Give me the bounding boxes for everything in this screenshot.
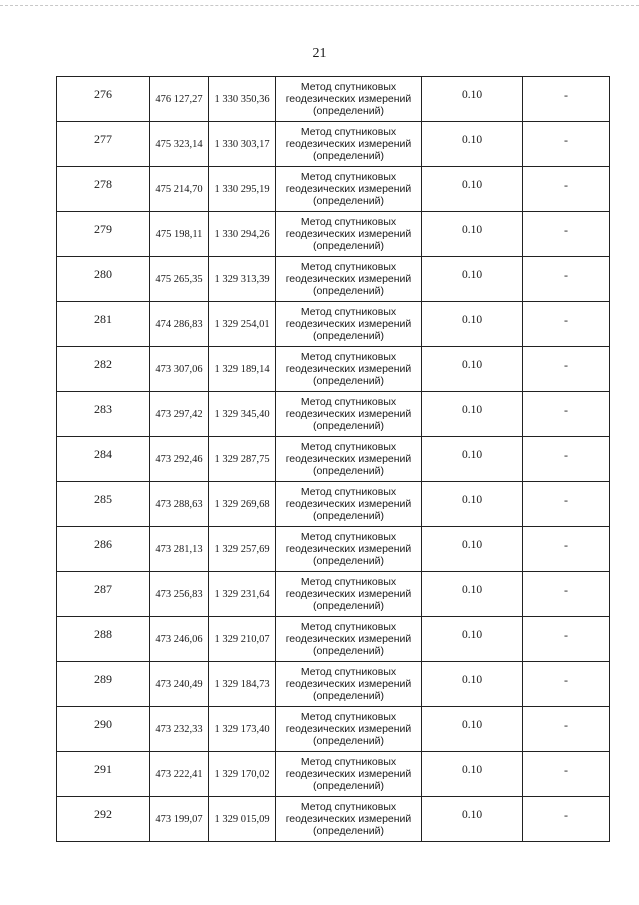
point-number-cell [57, 77, 150, 122]
method-cell [276, 302, 422, 347]
table-row [57, 527, 610, 572]
method-cell [276, 212, 422, 257]
table-row [57, 347, 610, 392]
note-cell [523, 752, 610, 797]
method-line: (определений) [312, 780, 385, 792]
point-number-cell-text: 284 [94, 446, 112, 461]
table-row [57, 257, 610, 302]
method-line: геодезических измерений [285, 453, 412, 465]
accuracy-cell [422, 302, 523, 347]
point-number-cell [57, 527, 150, 572]
point-number-cell [57, 797, 150, 842]
accuracy-cell-text: 0.10 [461, 449, 483, 461]
method-line: (определений) [312, 420, 385, 432]
method-cell [276, 122, 422, 167]
point-number-cell-text: 289 [94, 671, 112, 686]
accuracy-cell [422, 77, 523, 122]
note-cell [523, 347, 610, 392]
accuracy-cell-text: 0.10 [461, 314, 483, 326]
method-line: геодезических измерений [285, 273, 412, 285]
coordinate-x-cell: 473 240,49 [150, 662, 209, 707]
point-number-cell [57, 617, 150, 662]
accuracy-cell-text: 0.10 [461, 224, 483, 236]
coordinate-y-cell: 1 329 287,75 [209, 437, 276, 482]
method-line: геодезических измерений [285, 588, 412, 600]
method-line: Метод спутниковых [300, 801, 397, 813]
accuracy-cell-text: 0.10 [461, 494, 483, 506]
point-number-cell-text: 280 [94, 266, 112, 281]
coordinate-x-cell: 473 307,06 [150, 347, 209, 392]
method-line: Метод спутниковых [300, 756, 397, 768]
note-cell [523, 392, 610, 437]
table-row [57, 482, 610, 527]
coordinate-y-cell: 1 329 269,68 [209, 482, 276, 527]
method-line: геодезических измерений [285, 813, 412, 825]
note-cell [523, 257, 610, 302]
method-line: Метод спутниковых [300, 171, 397, 183]
note-cell-text: - [564, 807, 568, 822]
scan-edge-line [0, 5, 639, 6]
note-cell [523, 122, 610, 167]
accuracy-cell [422, 527, 523, 572]
method-line: геодезических измерений [285, 543, 412, 555]
point-number-cell [57, 257, 150, 302]
method-line: геодезических измерений [285, 228, 412, 240]
note-cell-text: - [564, 357, 568, 372]
point-number-cell-text: 282 [94, 356, 112, 371]
coordinate-x-cell: 473 256,83 [150, 572, 209, 617]
point-number-cell-text: 286 [94, 536, 112, 551]
note-cell [523, 707, 610, 752]
method-line: (определений) [312, 375, 385, 387]
note-cell-text: - [564, 267, 568, 282]
accuracy-cell-text: 0.10 [461, 134, 483, 146]
method-line: Метод спутниковых [300, 126, 397, 138]
table-row [57, 392, 610, 437]
note-cell [523, 302, 610, 347]
method-line: Метод спутниковых [300, 396, 397, 408]
coordinate-y-cell: 1 329 184,73 [209, 662, 276, 707]
note-cell [523, 527, 610, 572]
coordinate-y-cell: 1 330 350,36 [209, 77, 276, 122]
method-cell [276, 572, 422, 617]
method-line: геодезических измерений [285, 768, 412, 780]
table-row [57, 167, 610, 212]
note-cell-text: - [564, 402, 568, 417]
note-cell-text: - [564, 537, 568, 552]
accuracy-cell [422, 122, 523, 167]
coordinate-y-cell: 1 329 170,02 [209, 752, 276, 797]
accuracy-cell [422, 662, 523, 707]
point-number-cell [57, 662, 150, 707]
accuracy-cell-text: 0.10 [461, 269, 483, 281]
method-line: (определений) [312, 465, 385, 477]
coordinate-y-cell: 1 330 303,17 [209, 122, 276, 167]
accuracy-cell [422, 572, 523, 617]
method-cell [276, 617, 422, 662]
coordinate-x-cell: 473 222,41 [150, 752, 209, 797]
coordinates-table [56, 76, 610, 842]
coordinate-y-cell: 1 329 210,07 [209, 617, 276, 662]
note-cell-text: - [564, 447, 568, 462]
coordinate-y-cell: 1 329 345,40 [209, 392, 276, 437]
note-cell-text: - [564, 87, 568, 102]
point-number-cell-text: 287 [94, 581, 112, 596]
table-row [57, 617, 610, 662]
method-line: геодезических измерений [285, 723, 412, 735]
method-line: Метод спутниковых [300, 441, 397, 453]
coordinate-y-cell: 1 330 294,26 [209, 212, 276, 257]
method-cell [276, 797, 422, 842]
accuracy-cell-text: 0.10 [461, 404, 483, 416]
coordinate-x-cell: 474 286,83 [150, 302, 209, 347]
accuracy-cell [422, 617, 523, 662]
note-cell-text: - [564, 222, 568, 237]
accuracy-cell-text: 0.10 [461, 629, 483, 641]
point-number-cell-text: 288 [94, 626, 112, 641]
method-line: (определений) [312, 735, 385, 747]
accuracy-cell [422, 347, 523, 392]
point-number-cell [57, 212, 150, 257]
accuracy-cell-text: 0.10 [461, 764, 483, 776]
method-line: Метод спутниковых [300, 621, 397, 633]
note-cell-text: - [564, 672, 568, 687]
page-number: 21 [312, 46, 327, 61]
note-cell [523, 572, 610, 617]
coordinate-x-cell: 473 281,13 [150, 527, 209, 572]
method-cell [276, 257, 422, 302]
coordinates-table-body [57, 77, 610, 842]
accuracy-cell-text: 0.10 [461, 674, 483, 686]
coordinate-y-cell: 1 330 295,19 [209, 167, 276, 212]
method-cell [276, 752, 422, 797]
point-number-cell-text: 276 [94, 86, 112, 101]
method-line: Метод спутниковых [300, 531, 397, 543]
coordinate-x-cell: 473 232,33 [150, 707, 209, 752]
method-line: (определений) [312, 150, 385, 162]
accuracy-cell-text: 0.10 [461, 584, 483, 596]
point-number-cell [57, 752, 150, 797]
method-line: Метод спутниковых [300, 711, 397, 723]
method-cell [276, 482, 422, 527]
table-row [57, 797, 610, 842]
method-line: Метод спутниковых [300, 306, 397, 318]
point-number-cell [57, 302, 150, 347]
coordinate-x-cell: 473 297,42 [150, 392, 209, 437]
method-line: геодезических измерений [285, 318, 412, 330]
method-line: геодезических измерений [285, 678, 412, 690]
point-number-cell [57, 392, 150, 437]
note-cell-text: - [564, 762, 568, 777]
method-cell [276, 392, 422, 437]
note-cell [523, 167, 610, 212]
note-cell [523, 482, 610, 527]
point-number-cell-text: 290 [94, 716, 112, 731]
point-number-cell-text: 277 [94, 131, 112, 146]
coordinate-y-cell: 1 329 313,39 [209, 257, 276, 302]
note-cell-text: - [564, 312, 568, 327]
note-cell [523, 662, 610, 707]
method-line: Метод спутниковых [300, 216, 397, 228]
method-cell [276, 662, 422, 707]
point-number-cell [57, 347, 150, 392]
method-line: геодезических измерений [285, 183, 412, 195]
method-line: (определений) [312, 600, 385, 612]
method-line: Метод спутниковых [300, 351, 397, 363]
accuracy-cell-text: 0.10 [461, 719, 483, 731]
note-cell-text: - [564, 177, 568, 192]
point-number-cell [57, 707, 150, 752]
coordinate-y-cell: 1 329 015,09 [209, 797, 276, 842]
method-line: геодезических измерений [285, 363, 412, 375]
table-row [57, 572, 610, 617]
coordinate-x-cell: 473 288,63 [150, 482, 209, 527]
coordinate-x-cell: 475 265,35 [150, 257, 209, 302]
coordinate-x-cell: 473 246,06 [150, 617, 209, 662]
accuracy-cell-text: 0.10 [461, 89, 483, 101]
accuracy-cell [422, 707, 523, 752]
point-number-cell-text: 291 [94, 761, 112, 776]
accuracy-cell [422, 797, 523, 842]
table-row [57, 707, 610, 752]
point-number-cell-text: 279 [94, 221, 112, 236]
method-cell [276, 167, 422, 212]
note-cell-text: - [564, 492, 568, 507]
coordinate-x-cell: 473 199,07 [150, 797, 209, 842]
method-cell [276, 347, 422, 392]
method-line: (определений) [312, 330, 385, 342]
note-cell [523, 212, 610, 257]
method-line: (определений) [312, 690, 385, 702]
method-line: Метод спутниковых [300, 576, 397, 588]
coordinate-x-cell: 476 127,27 [150, 77, 209, 122]
point-number-cell [57, 437, 150, 482]
method-line: (определений) [312, 195, 385, 207]
method-line: Метод спутниковых [300, 666, 397, 678]
note-cell-text: - [564, 717, 568, 732]
method-cell [276, 437, 422, 482]
note-cell-text: - [564, 627, 568, 642]
method-line: (определений) [312, 240, 385, 252]
coordinate-y-cell: 1 329 254,01 [209, 302, 276, 347]
accuracy-cell [422, 167, 523, 212]
method-cell [276, 527, 422, 572]
accuracy-cell [422, 752, 523, 797]
accuracy-cell-text: 0.10 [461, 539, 483, 551]
method-line: (определений) [312, 555, 385, 567]
point-number-cell-text: 281 [94, 311, 112, 326]
table-row [57, 212, 610, 257]
accuracy-cell [422, 392, 523, 437]
table-row [57, 752, 610, 797]
method-line: (определений) [312, 645, 385, 657]
point-number-cell [57, 572, 150, 617]
method-line: геодезических измерений [285, 93, 412, 105]
coordinate-x-cell: 475 323,14 [150, 122, 209, 167]
method-line: (определений) [312, 510, 385, 522]
coordinate-y-cell: 1 329 257,69 [209, 527, 276, 572]
note-cell-text: - [564, 582, 568, 597]
method-line: Метод спутниковых [300, 486, 397, 498]
point-number-cell-text: 285 [94, 491, 112, 506]
point-number-cell-text: 278 [94, 176, 112, 191]
method-line: геодезических измерений [285, 633, 412, 645]
table-row [57, 77, 610, 122]
accuracy-cell [422, 437, 523, 482]
method-line: геодезических измерений [285, 408, 412, 420]
method-line: геодезических измерений [285, 498, 412, 510]
method-line: (определений) [312, 105, 385, 117]
method-line: Метод спутниковых [300, 261, 397, 273]
method-cell [276, 707, 422, 752]
coordinate-x-cell: 473 292,46 [150, 437, 209, 482]
coordinate-y-cell: 1 329 173,40 [209, 707, 276, 752]
accuracy-cell [422, 212, 523, 257]
note-cell-text: - [564, 132, 568, 147]
method-line: геодезических измерений [285, 138, 412, 150]
method-line: (определений) [312, 285, 385, 297]
accuracy-cell [422, 482, 523, 527]
coordinate-y-cell: 1 329 189,14 [209, 347, 276, 392]
point-number-cell-text: 292 [94, 806, 112, 821]
note-cell [523, 617, 610, 662]
point-number-cell-text: 283 [94, 401, 112, 416]
coordinate-y-cell: 1 329 231,64 [209, 572, 276, 617]
point-number-cell [57, 167, 150, 212]
note-cell [523, 797, 610, 842]
method-cell [276, 77, 422, 122]
accuracy-cell-text: 0.10 [461, 359, 483, 371]
accuracy-cell-text: 0.10 [461, 809, 483, 821]
coordinate-x-cell: 475 214,70 [150, 167, 209, 212]
accuracy-cell-text: 0.10 [461, 179, 483, 191]
point-number-cell [57, 122, 150, 167]
accuracy-cell [422, 257, 523, 302]
note-cell [523, 437, 610, 482]
table-row [57, 437, 610, 482]
table-row [57, 122, 610, 167]
method-line: Метод спутниковых [300, 81, 397, 93]
method-line: (определений) [312, 825, 385, 837]
point-number-cell [57, 482, 150, 527]
table-row [57, 662, 610, 707]
coordinate-x-cell: 475 198,11 [150, 212, 209, 257]
note-cell [523, 77, 610, 122]
table-row [57, 302, 610, 347]
